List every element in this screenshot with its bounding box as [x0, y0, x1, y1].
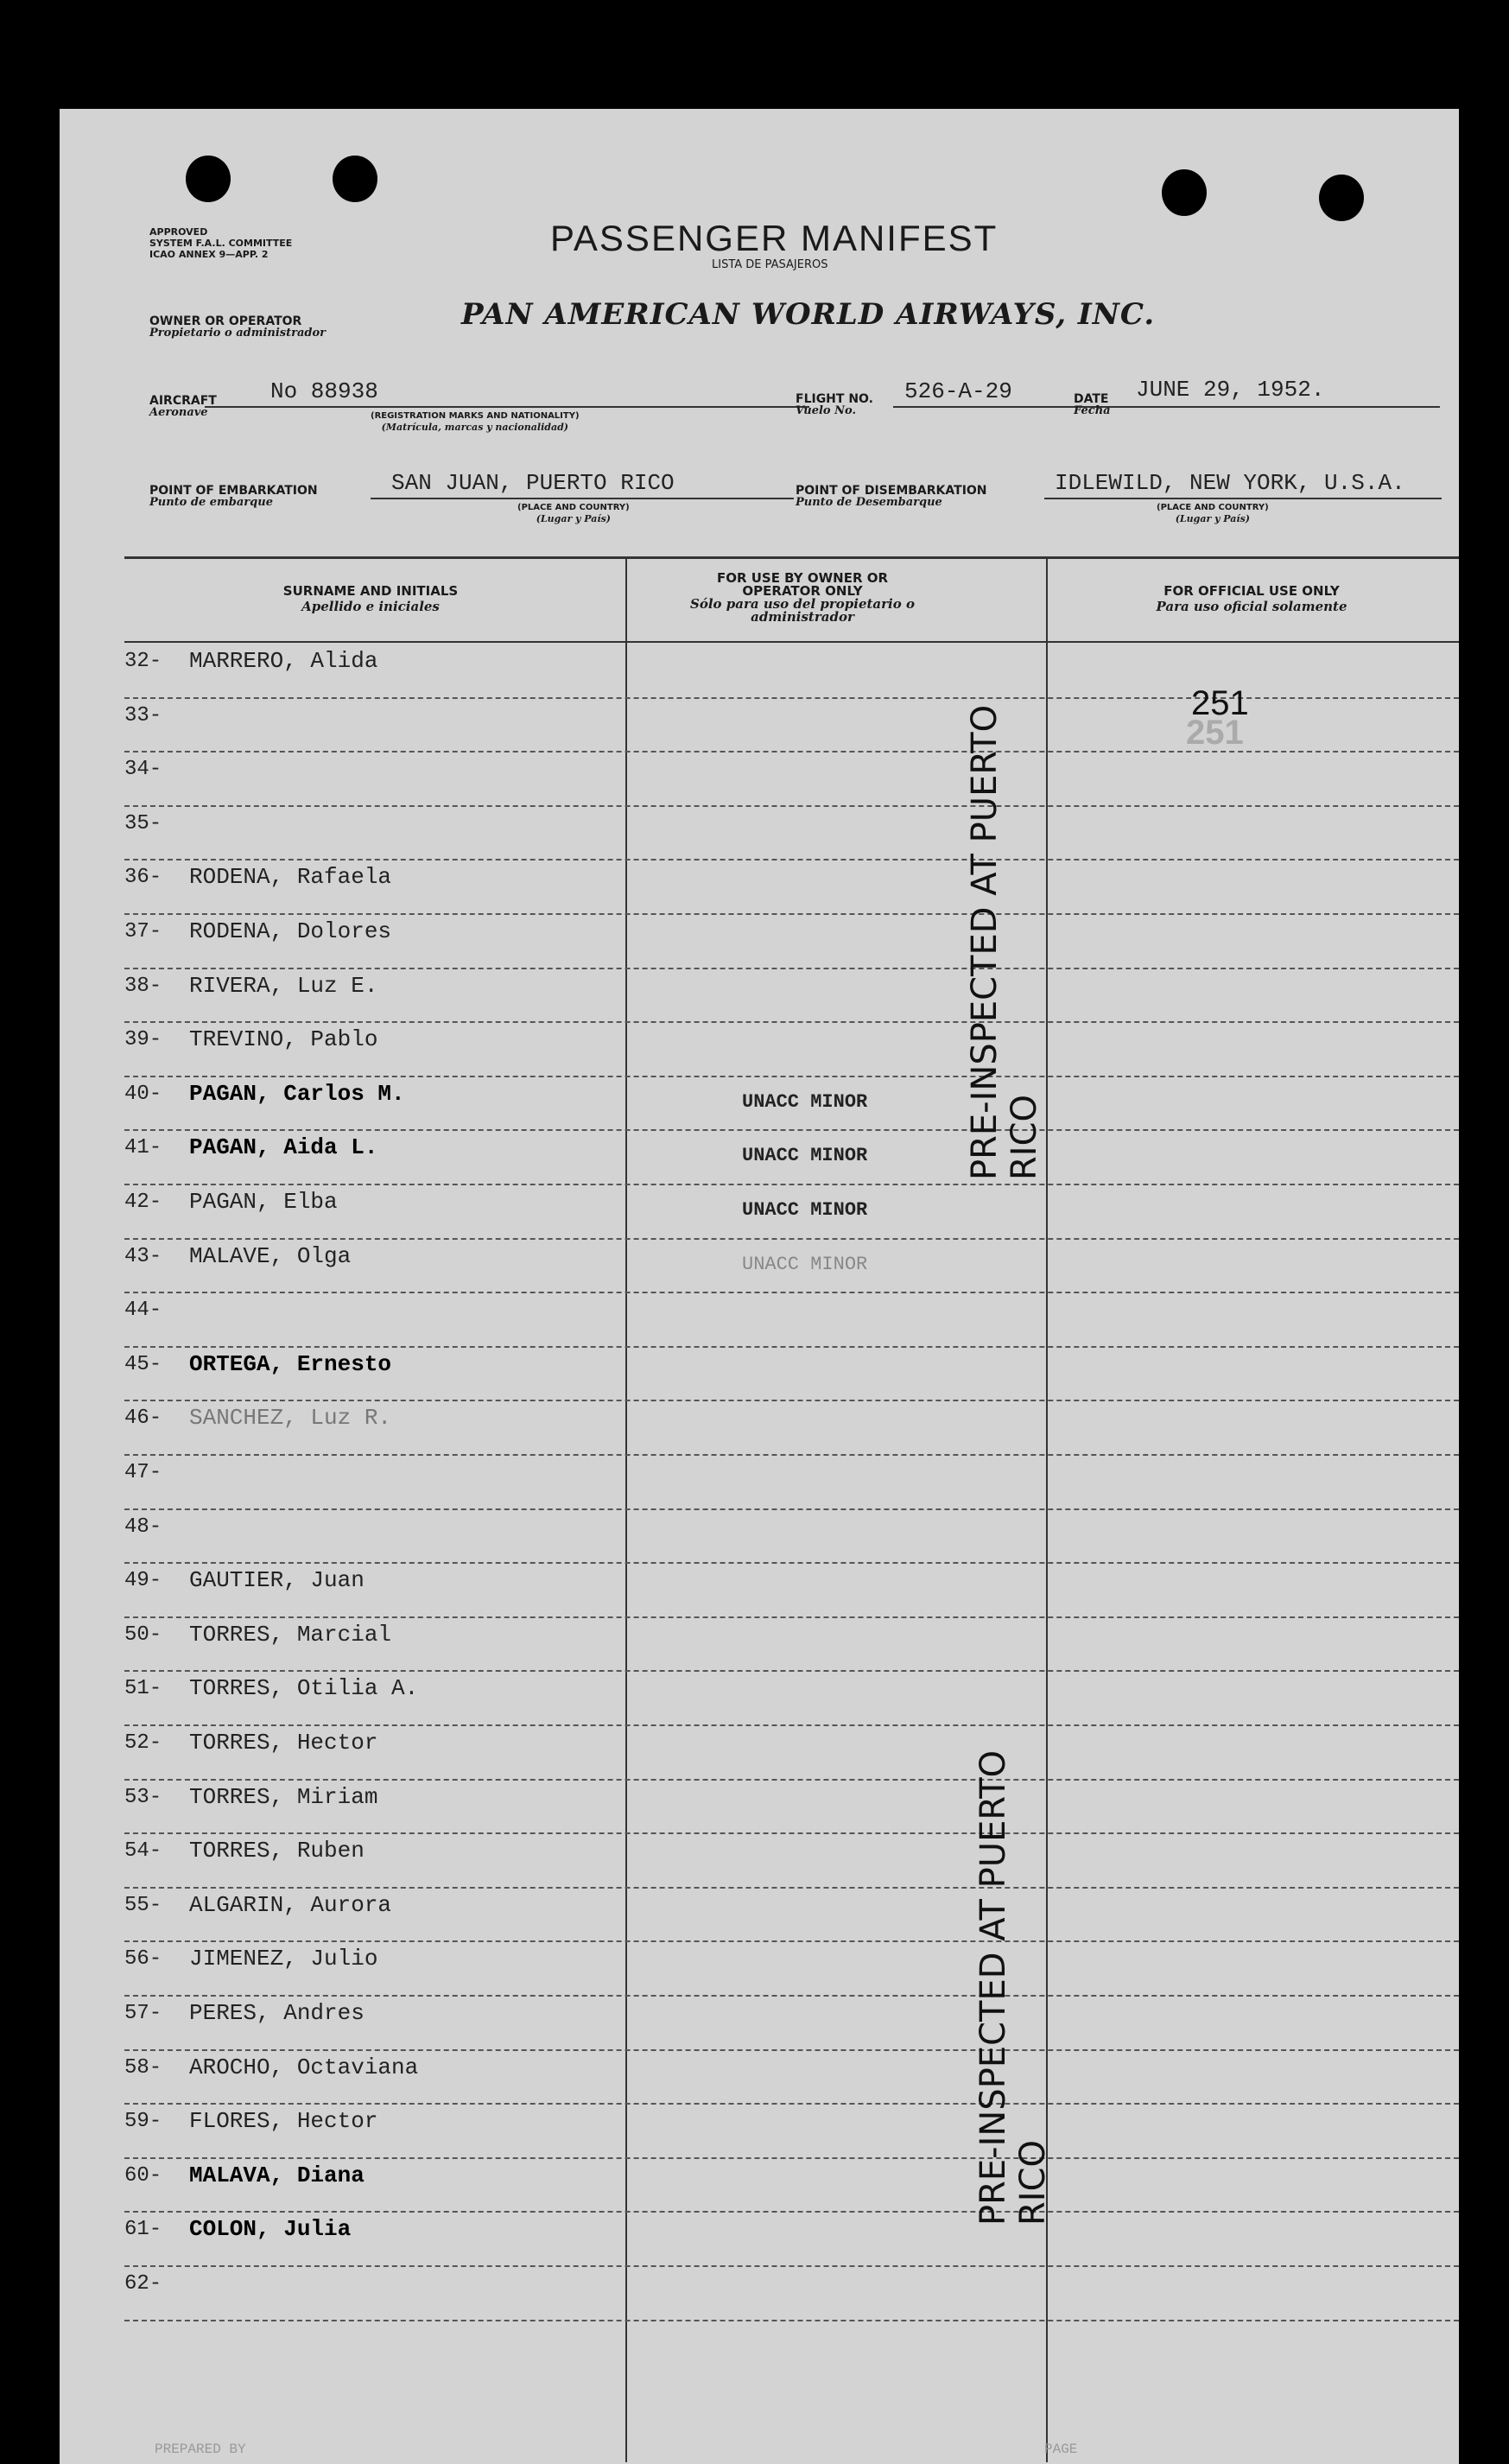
col-header-official: FOR OFFICIAL USE ONLY Para uso oficial solamente — [1156, 583, 1347, 614]
row-rule — [124, 1940, 1459, 1942]
pre-inspected-stamp: PRE-INSPECTED AT PUERTO RICO — [965, 704, 1044, 1180]
approved-line: APPROVED — [149, 226, 208, 238]
row-number: 34- — [124, 758, 162, 782]
passenger-name: PAGAN, Carlos M. — [189, 1080, 405, 1107]
disembarkation-value: IDLEWILD, NEW YORK, U.S.A. — [1055, 470, 1405, 496]
passenger-name: AROCHO, Octaviana — [189, 2054, 419, 2080]
row-rule — [124, 1887, 1459, 1889]
owner-note: UNACC MINOR — [742, 1253, 868, 1275]
row-rule — [124, 1508, 1459, 1510]
passenger-name: RIVERA, Luz E. — [189, 972, 378, 999]
row-number: 62- — [124, 2272, 162, 2296]
row-number: 43- — [124, 1244, 162, 1268]
row-number: 56- — [124, 1947, 162, 1972]
page-title: PASSENGER MANIFEST — [550, 218, 999, 258]
aircraft-label: AIRCRAFT Aeronave — [149, 394, 217, 419]
row-number: 52- — [124, 1731, 162, 1755]
row-rule — [124, 1400, 1459, 1401]
passenger-name: ORTEGA, Ernesto — [189, 1350, 392, 1377]
col-header-surname: SURNAME AND INITIALS Apellido e iniciales — [282, 583, 459, 614]
embarkation-value: SAN JUAN, PUERTO RICO — [391, 470, 675, 496]
aircraft-caption: (REGISTRATION MARKS AND NATIONALITY) (Matrícula, marcas y nacionalidad) — [371, 411, 580, 433]
row-number: 50- — [124, 1623, 162, 1647]
row-rule — [124, 2265, 1459, 2267]
row-number: 54- — [124, 1839, 162, 1864]
punch-hole — [1319, 175, 1364, 221]
row-rule — [124, 1454, 1459, 1456]
passenger-name: RODENA, Dolores — [189, 918, 392, 944]
owner-note: UNACC MINOR — [742, 1145, 868, 1167]
row-number: 51- — [124, 1677, 162, 1701]
row-number: 33- — [124, 703, 162, 727]
disembarkation-caption: (PLACE AND COUNTRY) (Lugar y País) — [1157, 503, 1269, 524]
row-rule — [124, 1129, 1459, 1131]
row-rule — [124, 805, 1459, 807]
passenger-name: MARRERO, Alida — [189, 648, 378, 674]
row-rule — [124, 697, 1459, 699]
owner-note: UNACC MINOR — [742, 1199, 868, 1221]
row-number: 58- — [124, 2055, 162, 2080]
row-number: 47- — [124, 1461, 162, 1484]
row-rule — [124, 2157, 1459, 2159]
row-number: 61- — [124, 2218, 162, 2242]
row-rule — [124, 1616, 1459, 1618]
row-rule — [124, 1238, 1459, 1240]
official-number: 251 — [1191, 684, 1249, 722]
punch-hole — [333, 156, 377, 202]
row-number: 39- — [124, 1028, 162, 1052]
owner-label: OWNER OR OPERATOR Propietario o administrador — [149, 314, 327, 340]
row-rule — [124, 1076, 1459, 1077]
page-subtitle: LISTA DE PASAJEROS — [712, 258, 828, 271]
approved-line: ICAO ANNEX 9—APP. 2 — [149, 249, 269, 260]
row-number: 57- — [124, 2002, 162, 2025]
approved-line: SYSTEM F.A.L. COMMITTEE — [149, 238, 293, 249]
passenger-name: TREVINO, Pablo — [189, 1026, 378, 1053]
row-number: 48- — [124, 1515, 162, 1539]
row-number: 40- — [124, 1082, 162, 1106]
pre-inspected-stamp: PRE-INSPECTED AT PUERTO RICO — [973, 1750, 1053, 2226]
prepared-by-label: PREPARED BY — [155, 2442, 246, 2457]
row-number: 44- — [124, 1299, 162, 1323]
row-rule — [124, 1021, 1459, 1023]
manifest-sheet — [60, 109, 1459, 2464]
row-rule — [124, 751, 1459, 753]
flight-date: JUNE 29, 1952. — [1136, 377, 1325, 403]
official-number-shadow: 251 — [1186, 714, 1244, 752]
passenger-name: TORRES, Marcial — [189, 1621, 392, 1648]
row-number: 35- — [124, 811, 162, 835]
row-rule — [124, 913, 1459, 915]
row-number: 37- — [124, 920, 162, 943]
row-rule — [124, 1346, 1459, 1348]
row-number: 46- — [124, 1407, 162, 1431]
row-rule — [124, 1995, 1459, 1997]
punch-hole — [1162, 169, 1207, 216]
passenger-name: RODENA, Rafaela — [189, 864, 392, 891]
row-number: 60- — [124, 2163, 162, 2188]
row-rule — [124, 1832, 1459, 1834]
row-rule — [124, 1724, 1459, 1726]
passenger-name: TORRES, Miriam — [189, 1783, 378, 1810]
row-number: 42- — [124, 1191, 162, 1214]
embarkation-caption: (PLACE AND COUNTRY) (Lugar y País) — [517, 503, 630, 524]
row-number: 45- — [124, 1352, 162, 1376]
row-rule — [124, 2211, 1459, 2213]
passenger-name: PAGAN, Elba — [189, 1189, 338, 1215]
row-number: 36- — [124, 866, 162, 890]
row-rule — [124, 1292, 1459, 1293]
punch-hole — [186, 156, 231, 202]
row-rule — [124, 1670, 1459, 1672]
date-label: DATE Fecha — [1074, 392, 1111, 417]
row-rule — [124, 1184, 1459, 1185]
passenger-name: TORRES, Ruben — [189, 1838, 365, 1864]
page-label: PAGE — [1044, 2442, 1078, 2457]
row-rule — [124, 859, 1459, 860]
col-header-owner: FOR USE BY OWNER OR OPERATOR ONLY Sólo para uso del propietario o administrador — [690, 570, 915, 625]
row-rule — [124, 968, 1459, 969]
company-name: PAN AMERICAN WORLD AIRWAYS, INC. — [461, 297, 1156, 332]
row-number: 38- — [124, 974, 162, 998]
row-rule — [124, 2103, 1459, 2105]
passenger-name: PERES, Andres — [189, 2000, 365, 2026]
passenger-name: SANCHEZ, Luz R. — [189, 1405, 392, 1432]
passenger-name: COLON, Julia — [189, 2216, 352, 2243]
passenger-name: FLORES, Hector — [189, 2108, 378, 2135]
passenger-name: MALAVA, Diana — [189, 2162, 365, 2188]
passenger-name: TORRES, Hector — [189, 1730, 378, 1756]
row-number: 32- — [124, 650, 162, 673]
passenger-name: MALAVE, Olga — [189, 1242, 352, 1269]
flight-label: FLIGHT NO. Vuelo No. — [796, 392, 873, 417]
row-number: 59- — [124, 2110, 162, 2134]
passenger-name: PAGAN, Aida L. — [189, 1134, 378, 1161]
aircraft-number: No 88938 — [270, 378, 378, 404]
row-rule — [124, 1562, 1459, 1564]
row-number: 49- — [124, 1569, 162, 1593]
flight-number: 526-A-29 — [904, 378, 1012, 404]
row-number: 55- — [124, 1893, 162, 1917]
embarkation-label: POINT OF EMBARKATION Punto de embarque — [149, 484, 318, 509]
passenger-name: TORRES, Otilia A. — [189, 1675, 419, 1702]
passenger-name: GAUTIER, Juan — [189, 1567, 365, 1594]
owner-note: UNACC MINOR — [742, 1090, 868, 1113]
passenger-name: ALGARIN, Aurora — [189, 1891, 392, 1918]
disembarkation-label: POINT OF DISEMBARKATION Punto de Desembarque — [796, 484, 987, 509]
row-rule — [124, 2049, 1459, 2051]
approved-block — [149, 226, 292, 260]
row-rule — [124, 2320, 1459, 2321]
row-rule — [124, 1779, 1459, 1781]
row-number: 41- — [124, 1136, 162, 1160]
passenger-name: JIMENEZ, Julio — [189, 1946, 378, 1972]
row-number: 53- — [124, 1785, 162, 1809]
